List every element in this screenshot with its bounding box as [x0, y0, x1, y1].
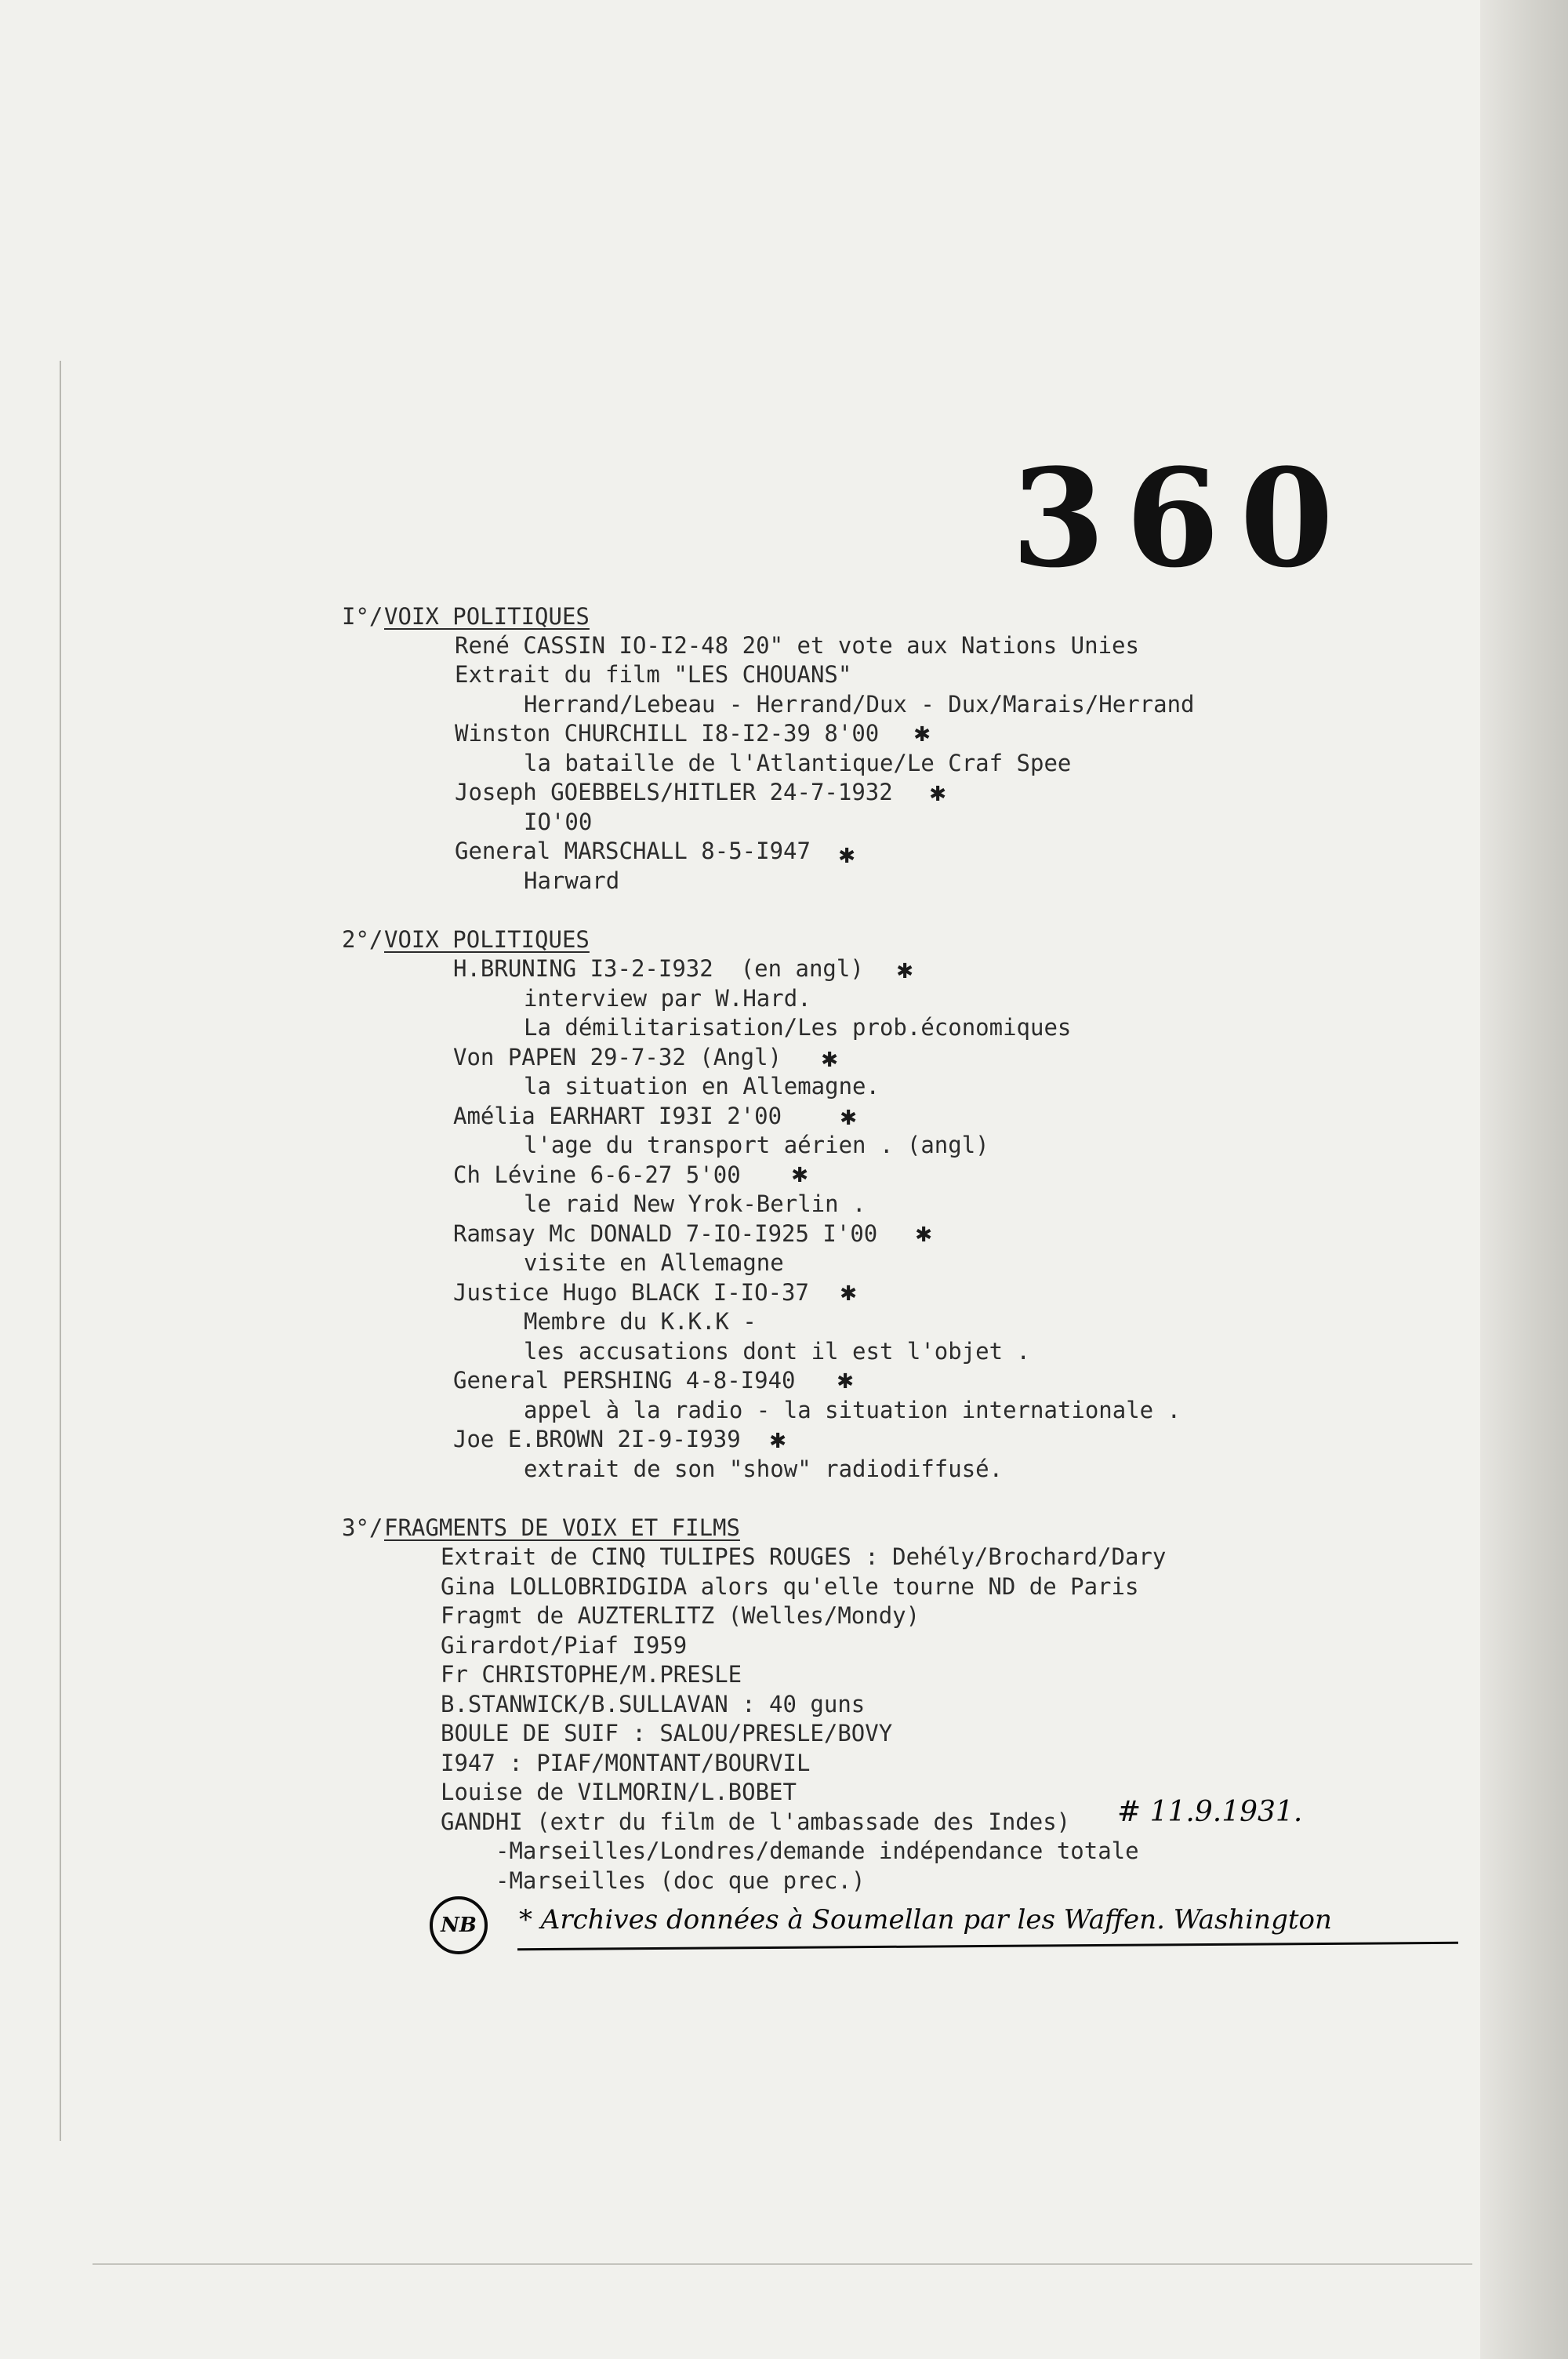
- list-item: Herrand/Lebeau - Herrand/Dux - Dux/Marais/Herrand: [524, 691, 1195, 718]
- asterisk-mark-icon: ✱: [822, 1042, 838, 1074]
- list-item: -Marseilles/Londres/demande indépendance totale: [495, 1837, 1139, 1864]
- handwritten-date-note: # 11.9.1931.: [1117, 1796, 1303, 1828]
- section-2-heading: VOIX POLITIQUES: [384, 926, 590, 953]
- asterisk-mark-icon: ✱: [914, 717, 931, 748]
- list-item: appel à la radio - la situation internationale .: [524, 1397, 1181, 1423]
- margin-line-bottom: [93, 2263, 1472, 2265]
- list-item: -Marseilles (doc que prec.): [495, 1867, 866, 1894]
- list-item: la situation en Allemagne.: [524, 1073, 880, 1100]
- list-item: la bataille de l'Atlantique/Le Craf Spee: [524, 750, 1072, 776]
- page-edge: [1480, 0, 1568, 2359]
- list-item: Girardot/Piaf I959: [441, 1632, 688, 1659]
- handwritten-note: * Archives données à Soumellan par les Waffen. Washington: [519, 1904, 1332, 1936]
- list-item: General MARSCHALL 8-5-I947: [455, 838, 811, 864]
- list-item: B.STANWICK/B.SULLAVAN : 40 guns: [441, 1691, 866, 1717]
- asterisk-mark-icon: ✱: [770, 1423, 786, 1455]
- list-item: IO'00: [524, 809, 593, 835]
- section-2-number: 2°/: [342, 926, 383, 953]
- section-1-number: I°/: [342, 603, 383, 630]
- asterisk-mark-icon: ✱: [840, 1100, 857, 1132]
- list-item: le raid New Yrok-Berlin .: [524, 1190, 866, 1217]
- asterisk-mark-icon: ✱: [792, 1158, 808, 1189]
- list-item: Fragmt de AUZTERLITZ (Welles/Mondy): [441, 1602, 920, 1629]
- asterisk-mark-icon: ✱: [930, 776, 946, 808]
- list-item: Gina LOLLOBRIDGIDA alors qu'elle tourne ND de Paris: [441, 1573, 1139, 1600]
- asterisk-mark-icon: ✱: [837, 1364, 854, 1395]
- margin-line-left: [60, 361, 61, 2141]
- section-3-heading: FRAGMENTS DE VOIX ET FILMS: [384, 1514, 740, 1541]
- list-item: Extrait de CINQ TULIPES ROUGES : Dehély/Brochard/Dary: [441, 1543, 1167, 1570]
- list-item: Justice Hugo BLACK I-IO-37: [453, 1279, 809, 1306]
- asterisk-mark-icon: ✱: [916, 1217, 932, 1249]
- list-item: Joseph GOEBBELS/HITLER 24-7-1932: [455, 779, 893, 805]
- list-item: extrait de son "show" radiodiffusé.: [524, 1456, 1004, 1482]
- list-item: H.BRUNING I3-2-I932 (en angl): [453, 955, 864, 982]
- list-item: Fr CHRISTOPHE/M.PRESLE: [441, 1661, 742, 1688]
- list-item: General PERSHING 4-8-I940: [453, 1367, 796, 1394]
- list-item: Winston CHURCHILL I8-I2-39 8'00: [455, 720, 880, 747]
- list-item: interview par W.Hard.: [524, 985, 811, 1012]
- list-item: Ramsay Mc DONALD 7-IO-I925 I'00: [453, 1220, 878, 1247]
- section-1-heading: VOIX POLITIQUES: [384, 603, 590, 630]
- list-item: Amélia EARHART I93I 2'00: [453, 1103, 782, 1129]
- section-3-number: 3°/: [342, 1514, 383, 1541]
- list-item: GANDHI (extr du film de l'ambassade des Indes): [441, 1808, 1071, 1835]
- asterisk-mark-icon: ✱: [897, 954, 913, 985]
- list-item: La démilitarisation/Les prob.économiques: [524, 1014, 1072, 1041]
- nb-mark: NB: [430, 1896, 488, 1954]
- list-item: l'age du transport aérien . (angl): [524, 1132, 989, 1158]
- page-number: 360: [1011, 438, 1355, 598]
- list-item: Membre du K.K.K -: [524, 1308, 757, 1335]
- list-item: I947 : PIAF/MONTANT/BOURVIL: [441, 1750, 811, 1776]
- list-item: Louise de VILMORIN/L.BOBET: [441, 1779, 797, 1805]
- asterisk-mark-icon: ✱: [839, 838, 855, 870]
- list-item: BOULE DE SUIF : SALOU/PRESLE/BOVY: [441, 1720, 893, 1747]
- list-item: Joe E.BROWN 2I-9-I939: [453, 1426, 741, 1452]
- list-item: les accusations dont il est l'objet .: [524, 1338, 1031, 1365]
- list-item: Von PAPEN 29-7-32 (Angl): [453, 1044, 782, 1070]
- list-item: Extrait du film "LES CHOUANS": [455, 661, 852, 688]
- list-item: visite en Allemagne: [524, 1249, 784, 1276]
- list-item: Ch Lévine 6-6-27 5'00: [453, 1161, 741, 1188]
- list-item: René CASSIN IO-I2-48 20" et vote aux Nations Unies: [455, 632, 1139, 659]
- asterisk-mark-icon: ✱: [840, 1276, 857, 1307]
- list-item: Harward: [524, 867, 620, 894]
